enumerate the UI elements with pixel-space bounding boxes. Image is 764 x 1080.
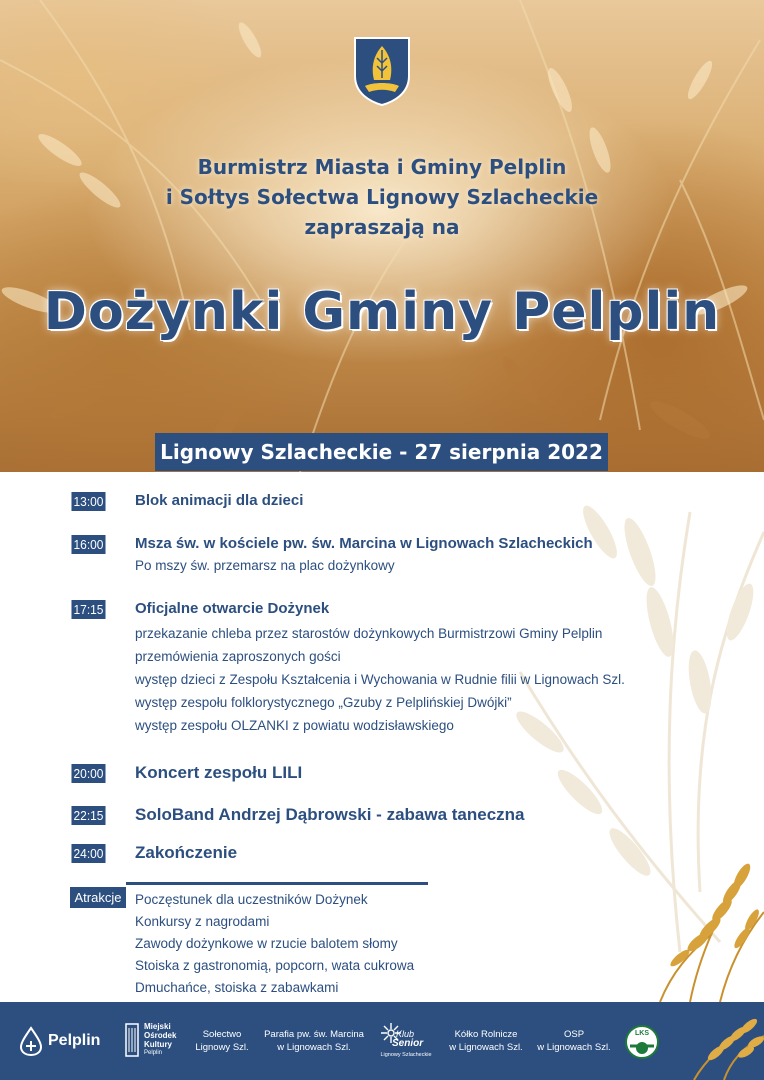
date-banner: Lignowy Szlacheckie - 27 sierpnia 2022 [155,433,608,471]
senior-text: Senior [392,1038,424,1049]
program-item-detail: występ zespołu OLZANKI z powiatu wodzisławskiego [135,718,454,733]
attraction-item: Stoiska z gastronomią, popcorn, wata cukrowa [135,958,415,973]
partner-line: Sołectwo [202,1029,242,1040]
program-item-title: Zakończenie [135,843,238,862]
invite-line-1: Burmistrz Miasta i Gminy Pelplin [197,155,567,179]
program-item-detail: występ zespołu folklorystycznego „Gzuby z Pelplińskiej Dwójki” [135,695,512,710]
attractions-divider [126,882,428,885]
partner-solectwo [190,1002,254,1080]
klub-text: Klub [396,1029,415,1039]
program-item-title: Koncert zespołu LILI [135,763,303,782]
program-section [0,472,764,1002]
hero-banner [0,0,764,472]
mok-line: Miejski [144,1022,171,1031]
partner-line: w Lignowach Szl. [449,1042,523,1053]
program-item-title: Blok animacji dla dzieci [135,492,304,509]
pelplin-logo [18,1026,108,1058]
time-badge: 17:15 [71,600,105,619]
page-title: Dożynki Gminy Pelplin [43,282,721,342]
program-item-title: Oficjalne otwarcie Dożynek [135,600,330,617]
gmina-crest-icon [353,36,411,106]
wheat-ear-icon [654,1002,764,1080]
lks-text: LKS [635,1030,649,1037]
partner-line: OSP [563,1029,585,1040]
time-badge: 22:15 [71,806,105,825]
mok-line: Pelplin [144,1050,163,1056]
attraction-item: Dmuchańce, stoiska z zabawkami [135,980,339,995]
partner-line: Kółko Rolnicze [454,1029,518,1040]
pelplin-drop-icon [18,1026,44,1056]
mok-column-icon [124,1022,140,1058]
program-item-detail: przemówienia zaproszonych gości [135,649,341,664]
partner-line: w Lignowach Szl. [537,1042,611,1053]
klub-place-text: Lignowy Szlacheckie [380,1052,432,1058]
attractions-label: Atrakcje [70,887,126,908]
partner-line: Lignowy Szl. [195,1042,249,1053]
pelplin-logo-text: Pelplin [48,1032,101,1049]
mok-line: Ośrodek [144,1031,177,1040]
invite-line-3: zapraszają na [304,215,460,239]
program-item-detail: przekazanie chleba przez starostów dożynkowych Burmistrzowi Gminy Pelplin [135,626,603,641]
program-item-detail: Po mszy św. przemarsz na plac dożynkowy [135,558,395,573]
invitation-text [0,152,764,242]
mok-line: Kultury [144,1040,172,1049]
program-item-detail: występ dzieci z Zespołu Kształcenia i Wychowania w Rudnie filii w Lignowach Szl. [135,672,625,687]
partner-osp [536,1002,612,1080]
partner-line: Parafia pw. św. Marcina [264,1029,364,1040]
partner-kolko-rolnicze [446,1002,526,1080]
partner-line: w Lignowach Szl. [277,1042,351,1053]
partner-parafia [262,1002,366,1080]
mok-logo [124,1022,186,1062]
program-item-title: Msza św. w kościele pw. św. Marcina w Lignowach Szlacheckich [135,535,593,552]
time-badge: 24:00 [71,844,105,863]
time-badge: 20:00 [71,764,105,783]
attraction-item: Zawody dożynkowe w rzucie balotem słomy [135,936,398,951]
attraction-item: Poczęstunek dla uczestników Dożynek [135,892,368,907]
time-badge: 16:00 [71,535,105,554]
program-item-title: SoloBand Andrzej Dąbrowski - zabawa taneczna [135,805,525,824]
partners-footer [0,1002,764,1080]
attraction-item: Konkursy z nagrodami [135,914,270,929]
klub-senior-logo [378,1020,434,1064]
invite-line-2: i Sołtys Sołectwa Lignowy Szlacheckie [165,185,599,209]
time-badge: 13:00 [71,492,105,511]
